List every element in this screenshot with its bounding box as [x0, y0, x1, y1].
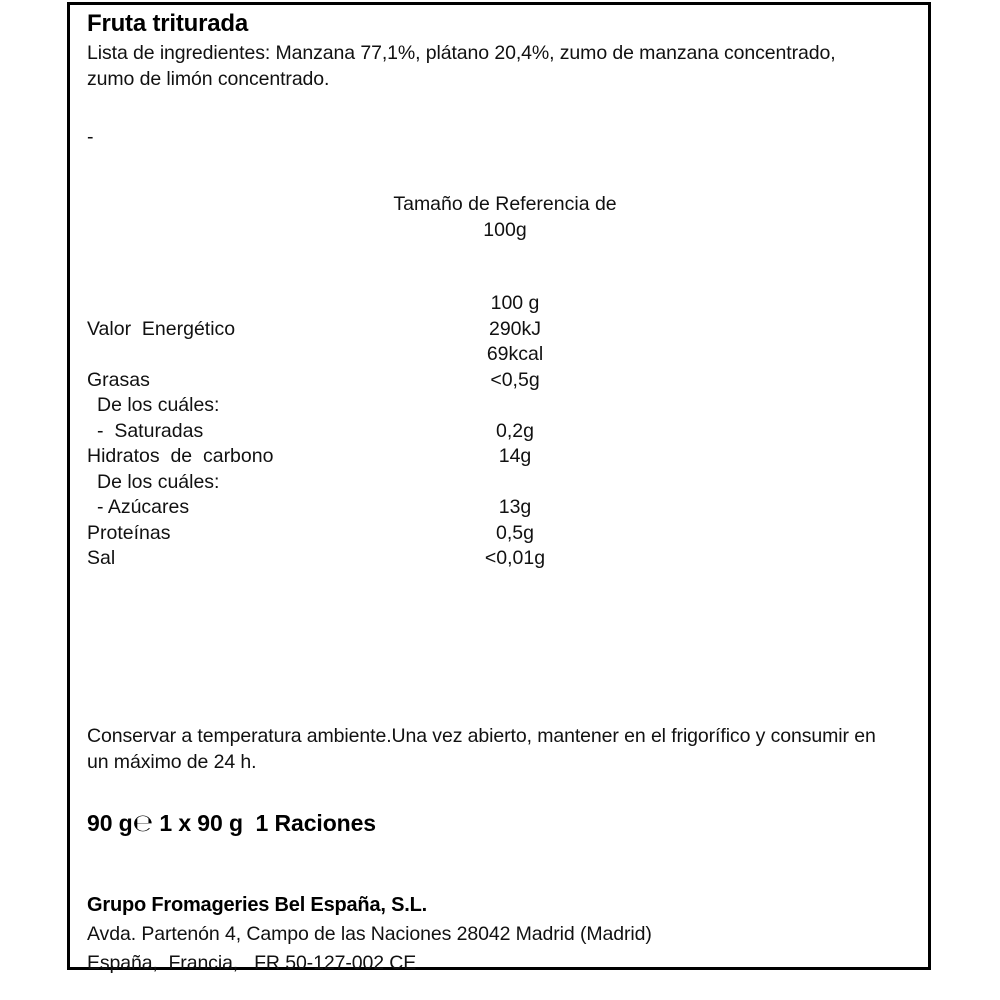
net-weight-value: 90 g: [87, 810, 133, 836]
nutrient-value: 14g: [498, 445, 532, 467]
nutrient-value: 100 g: [490, 292, 540, 314]
reference-size-line-2: 100g: [483, 219, 527, 241]
net-weight-line: [87, 808, 376, 838]
table-row: [70, 521, 928, 547]
table-row: [70, 393, 928, 419]
nutrient-label: - Saturadas: [97, 419, 204, 442]
table-row: [70, 291, 928, 317]
nutrient-label: Hidratos de carbono: [87, 445, 274, 467]
manufacturer-address: Avda. Partenón 4, Campo de las Naciones 28042 Madrid (Madrid): [87, 923, 652, 945]
nutrient-value: 290kJ: [488, 317, 542, 340]
manufacturer-origin: España, Francia, FR 50-127-002 CE: [87, 952, 417, 974]
nutrient-label: Valor Energético: [87, 317, 236, 340]
table-row: [70, 470, 928, 496]
storage-instructions: Conservar a temperatura ambiente.Una vez abierto, mantener en el frigorífico y consumir en un máximo de 24 h.: [87, 725, 876, 773]
nutrient-value: <0,01g: [484, 547, 546, 569]
table-row: [70, 368, 928, 394]
nutrient-value: 13g: [498, 496, 532, 518]
separator-dash: -: [87, 126, 94, 148]
table-row: [70, 444, 928, 470]
table-row: [70, 342, 928, 368]
manufacturer-name: Grupo Fromageries Bel España, S.L.: [87, 894, 427, 916]
nutrient-label: Proteínas: [87, 521, 171, 544]
nutrient-value: <0,5g: [490, 368, 540, 391]
nutrient-value: 69kcal: [486, 343, 544, 365]
table-row: [70, 546, 928, 572]
nutrient-label: Sal: [87, 547, 116, 569]
nutrition-label-frame: [67, 2, 931, 974]
reference-size-line-1: Tamaño de Referencia de: [393, 193, 617, 215]
table-row: [70, 419, 928, 445]
nutrient-value: 0,2g: [496, 419, 534, 442]
nutrient-label: - Azúcares: [97, 496, 190, 518]
nutrition-table: [70, 291, 928, 572]
nutrient-value: 0,5g: [496, 521, 534, 544]
nutrient-label: De los cuáles:: [97, 394, 220, 416]
ingredients-list: Lista de ingredientes: Manzana 77,1%, plátano 20,4%, zumo de manzana concentrado, zumo de limón concentrado.: [87, 42, 836, 90]
nutrient-label: Grasas: [87, 368, 150, 391]
page-title: Fruta triturada: [87, 10, 249, 37]
nutrient-label: De los cuáles:: [97, 470, 220, 493]
pack-format-value: 1 x 90 g: [159, 810, 243, 836]
table-row: [70, 495, 928, 521]
manufacturer-block: [87, 891, 887, 978]
servings-value: 1 Raciones: [255, 810, 376, 836]
estimated-sign-icon: ℮: [132, 809, 154, 837]
table-row: [70, 317, 928, 343]
reference-size-header: [370, 191, 640, 243]
